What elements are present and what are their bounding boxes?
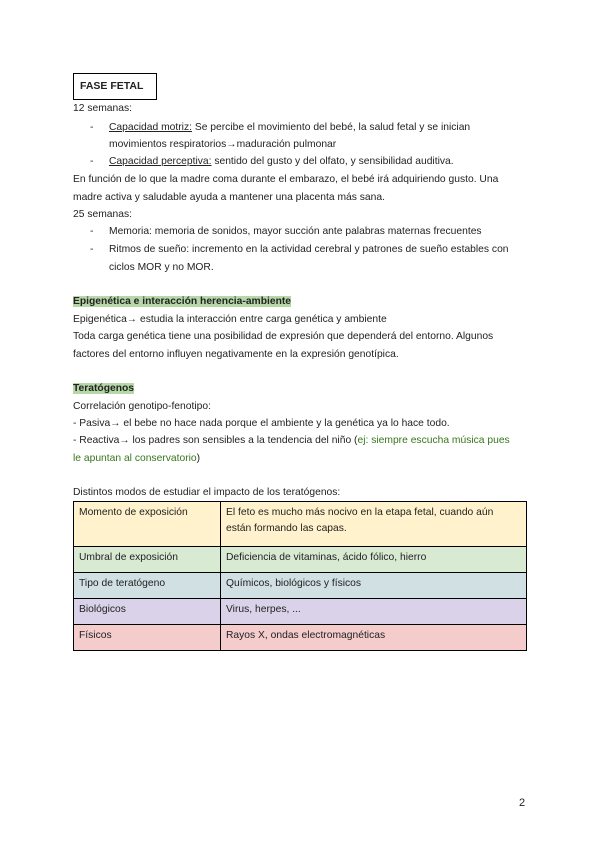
bullet-marker: - bbox=[90, 156, 94, 167]
paragraph-line: madre activa y saludable ayuda a mantener una placenta más sana. bbox=[73, 192, 385, 203]
table-cell-label: Biológicos bbox=[74, 599, 221, 625]
pasiva-line: - Pasiva→ el bebe no hace nada porque el ambiente y la genética ya lo hace todo. bbox=[73, 418, 450, 429]
table-cell-value: Químicos, biológicos y físicos bbox=[221, 573, 527, 599]
term-capacidad-motriz: Capacidad motriz: bbox=[109, 122, 192, 133]
example-text: le apuntan al conservatorio bbox=[73, 453, 197, 464]
reactiva-line bbox=[73, 432, 510, 449]
term-capacidad-perceptiva: Capacidad perceptiva: bbox=[109, 156, 212, 167]
closing-paren: ) bbox=[196, 453, 201, 464]
bullet-continuation: ciclos MOR y no MOR. bbox=[109, 262, 214, 273]
bullet-marker: - bbox=[90, 244, 94, 255]
highlighted-heading: Teratógenos bbox=[73, 383, 135, 394]
cell-line: El feto es mucho más nocivo en la etapa fetal, cuando aún bbox=[226, 507, 494, 518]
table-row bbox=[74, 599, 527, 625]
highlighted-heading: Epigenética e interacción herencia-ambiente bbox=[73, 296, 292, 307]
table-cell-label: Umbral de exposición bbox=[74, 547, 221, 573]
week-25-heading: 25 semanas: bbox=[73, 209, 132, 220]
paragraph-line: En función de lo que la madre coma durante el embarazo, el bebé irá adquiriendo gusto. Una bbox=[73, 174, 499, 185]
table-cell-value: Rayos X, ondas electromagnéticas bbox=[221, 625, 527, 651]
bullet-text: sentido del gusto y del olfato, y sensibilidad auditiva. bbox=[211, 156, 454, 167]
table-row bbox=[74, 625, 527, 651]
cell-line: están formando las capas. bbox=[226, 523, 347, 534]
table-cell-label: Físicos bbox=[74, 625, 221, 651]
table-cell-value: Deficiencia de vitaminas, ácido fólico, hierro bbox=[221, 547, 527, 573]
reactiva-continuation bbox=[73, 450, 200, 467]
bullet-ritmos-sueno: Ritmos de sueño: incremento en la actividad cerebral y patrones de sueño estables con bbox=[109, 244, 509, 255]
section-heading-epigenetica bbox=[73, 293, 291, 310]
table-cell-value: Virus, herpes, ... bbox=[221, 599, 527, 625]
bullet-capacidad-motriz bbox=[109, 119, 550, 137]
table-cell-label: Momento de exposición bbox=[74, 502, 221, 547]
table-intro: Distintos modos de estudiar el impacto de los teratógenos: bbox=[73, 487, 341, 498]
example-text: ej: siempre escucha música pues bbox=[357, 435, 510, 446]
table-cell-label: Tipo de teratógeno bbox=[74, 573, 221, 599]
bullet-text: Se percibe el movimiento del bebé, la salud fetal y se inician bbox=[191, 122, 471, 133]
table-row bbox=[74, 573, 527, 599]
week-12-heading: 12 semanas: bbox=[73, 103, 132, 114]
table-cell-value bbox=[221, 502, 527, 547]
bullet-capacidad-perceptiva bbox=[109, 153, 550, 171]
bullet-marker: - bbox=[90, 226, 94, 237]
bullet-marker: - bbox=[90, 122, 94, 133]
epigenetica-definition: Epigenética→ estudia la interacción entre carga genética y ambiente bbox=[73, 314, 387, 325]
table-row bbox=[74, 502, 527, 547]
paragraph-line: Toda carga genética tiene una posibilidad de expresión que dependerá del entorno. Algunos bbox=[73, 331, 494, 342]
reactiva-text: - Reactiva→ los padres son sensibles a la tendencia del niño ( bbox=[73, 435, 358, 446]
correlation-heading: Correlación genotipo-fenotipo: bbox=[73, 401, 211, 412]
paragraph-line: factores del entorno influyen negativamente en la expresión genotípica. bbox=[73, 349, 399, 360]
bullet-continuation: movimientos respiratorios→maduración pulmonar bbox=[109, 139, 337, 150]
page-number: 2 bbox=[519, 797, 526, 809]
table-row bbox=[74, 547, 527, 573]
section-heading-teratogenos bbox=[73, 380, 134, 397]
teratogen-impact-table bbox=[73, 501, 527, 651]
section-title-fase-fetal: FASE FETAL bbox=[73, 73, 157, 100]
bullet-memoria: Memoria: memoria de sonidos, mayor succión ante palabras maternas frecuentes bbox=[109, 226, 482, 237]
